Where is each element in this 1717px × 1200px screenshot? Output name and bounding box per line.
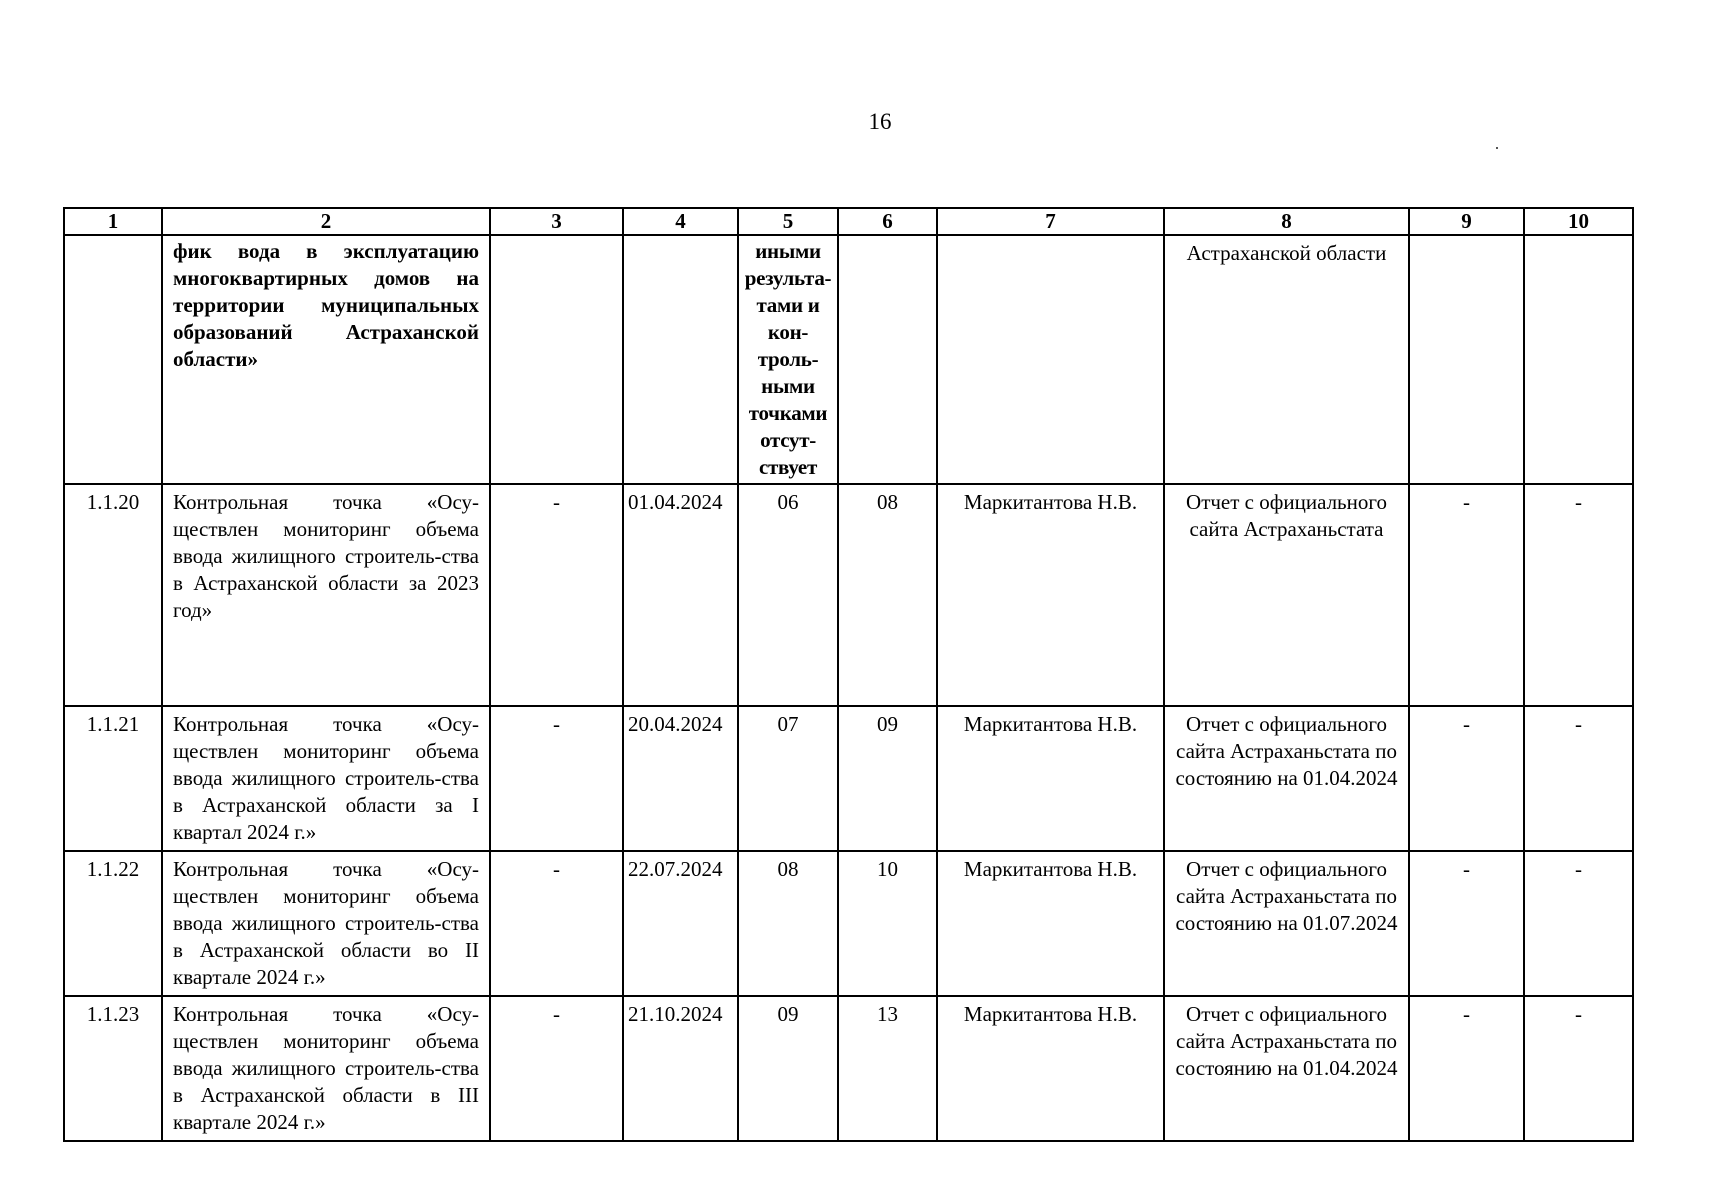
row-col9-cell: - <box>1409 484 1524 706</box>
row-col10-cell: - <box>1524 996 1633 1141</box>
row-id-cell: 1.1.22 <box>64 851 162 996</box>
row-date-cell: 20.04.2024 <box>623 706 738 851</box>
row-col3-cell: - <box>490 706 623 851</box>
column-number-row <box>64 208 1633 235</box>
row-date-cell: 21.10.2024 <box>623 996 738 1141</box>
row-col5-cell: 08 <box>738 851 838 996</box>
header-cell-9: 9 <box>1409 208 1524 235</box>
row-col9-cell: - <box>1409 851 1524 996</box>
continuation-col5-cell: иными результа-тами и кон-троль-ными точками отсут-ствует <box>738 235 838 484</box>
header-cell-6: 6 <box>838 208 937 235</box>
table-row <box>64 706 1633 851</box>
row-source-cell: Отчет с официального сайта Астраханьстата по состоянию на 01.04.2024 <box>1164 706 1409 851</box>
row-col5-cell: 09 <box>738 996 838 1141</box>
table-row <box>64 851 1633 996</box>
page-number: 16 <box>868 109 892 134</box>
row-col5-cell: 06 <box>738 484 838 706</box>
row-executor-cell: Маркитантова Н.В. <box>937 851 1164 996</box>
continuation-date-cell <box>623 235 738 484</box>
row-col6-cell: 09 <box>838 706 937 851</box>
row-name-cell: Контрольная точка «Осу-ществлен мониторинг объема ввода жилищного строитель-ства в Астраханской области за I квартал 2024 г.» <box>162 706 490 851</box>
row-source-cell: Отчет с официального сайта Астраханьстата по состоянию на 01.04.2024 <box>1164 996 1409 1141</box>
header-cell-3: 3 <box>490 208 623 235</box>
continuation-col6-cell <box>838 235 937 484</box>
row-name-cell: Контрольная точка «Осу-ществлен мониторинг объема ввода жилищного строитель-ства в Астраханской области во II квартале 2024 г.» <box>162 851 490 996</box>
header-cell-4: 4 <box>623 208 738 235</box>
header-cell-1: 1 <box>64 208 162 235</box>
row-id-cell: 1.1.21 <box>64 706 162 851</box>
row-id-cell: 1.1.20 <box>64 484 162 706</box>
row-source-cell: Отчет с официального сайта Астраханьстата <box>1164 484 1409 706</box>
row-col5-cell: 07 <box>738 706 838 851</box>
row-col10-cell: - <box>1524 706 1633 851</box>
row-executor-cell: Маркитантова Н.В. <box>937 484 1164 706</box>
scan-speck <box>1496 147 1498 149</box>
continuation-col3-cell <box>490 235 623 484</box>
continuation-executor-cell <box>937 235 1164 484</box>
row-col9-cell: - <box>1409 996 1524 1141</box>
continuation-name-cell: фик вода в эксплуатацию многоквартирных домов на территории муниципальных образований Астраханской области» <box>162 235 490 484</box>
row-date-cell: 22.07.2024 <box>623 851 738 996</box>
continuation-row <box>64 235 1633 484</box>
row-col6-cell: 10 <box>838 851 937 996</box>
header-cell-8: 8 <box>1164 208 1409 235</box>
header-cell-7: 7 <box>937 208 1164 235</box>
row-col3-cell: - <box>490 996 623 1141</box>
continuation-col9-cell <box>1409 235 1524 484</box>
row-name-cell: Контрольная точка «Осу-ществлен мониторинг объема ввода жилищного строитель-ства в Астраханской области в III квартале 2024 г.» <box>162 996 490 1141</box>
continuation-source-cell: Астраханской области <box>1164 235 1409 484</box>
table-row <box>64 484 1633 706</box>
header-cell-10: 10 <box>1524 208 1633 235</box>
row-col6-cell: 13 <box>838 996 937 1141</box>
continuation-id-cell <box>64 235 162 484</box>
table-row <box>64 996 1633 1141</box>
row-col3-cell: - <box>490 851 623 996</box>
continuation-col10-cell <box>1524 235 1633 484</box>
row-executor-cell: Маркитантова Н.В. <box>937 996 1164 1141</box>
row-id-cell: 1.1.23 <box>64 996 162 1141</box>
row-date-cell: 01.04.2024 <box>623 484 738 706</box>
row-col3-cell: - <box>490 484 623 706</box>
row-col10-cell: - <box>1524 484 1633 706</box>
header-cell-5: 5 <box>738 208 838 235</box>
row-col6-cell: 08 <box>838 484 937 706</box>
row-col9-cell: - <box>1409 706 1524 851</box>
row-col10-cell: - <box>1524 851 1633 996</box>
row-executor-cell: Маркитантова Н.В. <box>937 706 1164 851</box>
row-source-cell: Отчет с официального сайта Астраханьстата по состоянию на 01.07.2024 <box>1164 851 1409 996</box>
row-name-cell: Контрольная точка «Осу-ществлен мониторинг объема ввода жилищного строитель-ства в Астраханской области за 2023 год» <box>162 484 490 706</box>
control-points-table <box>63 207 1634 1142</box>
header-cell-2: 2 <box>162 208 490 235</box>
